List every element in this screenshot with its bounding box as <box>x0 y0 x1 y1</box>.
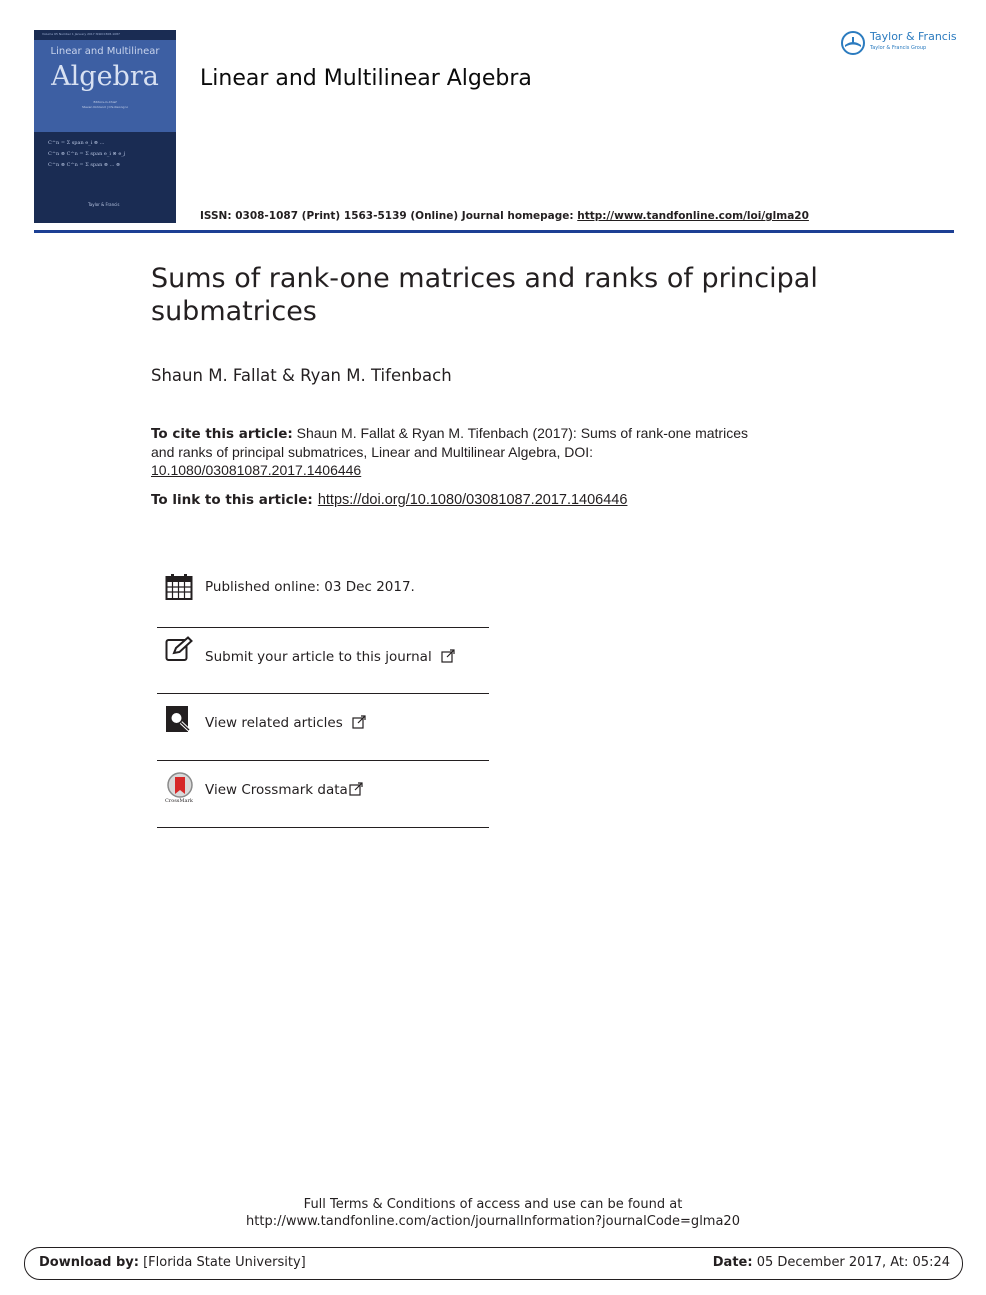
date-label: Date: <box>712 1255 753 1270</box>
download-info <box>39 1255 306 1270</box>
cover-title-line2: Algebra <box>51 61 159 92</box>
article-title: Sums of rank-one matrices and ranks of principal submatrices <box>151 263 818 327</box>
external-link-icon <box>352 715 366 729</box>
info-divider <box>157 627 489 628</box>
edit-icon <box>165 636 193 668</box>
info-divider <box>157 827 489 828</box>
info-divider <box>157 693 489 694</box>
related-articles-text: View related articles <box>205 715 343 731</box>
crossmark-text: View Crossmark data <box>205 782 348 798</box>
download-date <box>713 1255 950 1270</box>
article-authors: Shaun M. Fallat & Ryan M. Tifenbach <box>151 366 452 385</box>
cover-top-line: Volume 65 Number 1 January 2017 ISSN 0308-1087 <box>42 32 120 36</box>
cover-editors-label: Editors-in-Chief <box>93 100 117 104</box>
info-divider <box>157 760 489 761</box>
citation-text: Shaun M. Fallat & Ryan M. Tifenbach (2017): Sums of rank-one matrices and ranks of principal submatrices, Linear and Multilinear Algebra, DOI: <box>151 425 748 460</box>
taylor-francis-logo-icon <box>840 30 866 56</box>
article-link-line <box>151 492 627 508</box>
issn-text: ISSN: 0308-1087 (Print) 1563-5139 (Online) Journal homepage: <box>200 210 578 222</box>
related-articles-link[interactable] <box>205 715 366 731</box>
publisher-name: Taylor & Francis <box>870 30 957 43</box>
journal-cover-image <box>34 30 176 223</box>
terms-and-conditions <box>0 1196 986 1230</box>
submit-article-link[interactable] <box>205 649 455 665</box>
download-footer <box>24 1247 963 1280</box>
cover-equation: C^n = Σ span e_i ⊗ ... <box>48 140 105 146</box>
submit-article-row[interactable] <box>157 636 489 684</box>
related-articles-row[interactable] <box>157 702 489 750</box>
cover-equation: C^n ⊗ C^n = Σ span ⊗ ... ⊗ <box>48 162 121 168</box>
search-document-icon <box>165 705 193 737</box>
citation-block <box>151 424 751 479</box>
cover-publisher: Taylor & Francis <box>88 202 120 207</box>
cover-title-line1: Linear and Multilinear <box>50 46 160 57</box>
external-link-icon <box>441 649 455 663</box>
cover-editors <box>34 100 176 110</box>
publisher-logo <box>840 28 960 56</box>
cover-equation: C^n ⊗ C^n = Σ span e_i ⊗ e_j <box>48 151 126 157</box>
download-label: Download by: <box>39 1255 139 1270</box>
header-divider <box>34 230 954 233</box>
cover-editors-names: Steven Kirkland | Chi-Kwong Li <box>81 105 128 109</box>
published-online-row <box>157 571 489 611</box>
cover-equations <box>48 138 125 171</box>
crossmark-link[interactable] <box>205 782 363 798</box>
article-link-label: To link to this article: <box>151 492 313 508</box>
terms-line: Full Terms & Conditions of access and use can be found at <box>303 1197 683 1212</box>
published-online-text: Published online: 03 Dec 2017. <box>205 579 415 595</box>
citation-label: To cite this article: <box>151 426 293 442</box>
crossmark-row[interactable] <box>157 770 489 818</box>
submit-article-text: Submit your article to this journal <box>205 649 432 665</box>
date-value: 05 December 2017, At: 05:24 <box>752 1255 950 1270</box>
external-link-icon <box>349 782 363 796</box>
crossmark-icon <box>165 772 195 812</box>
download-value: [Florida State University] <box>138 1255 306 1270</box>
crossmark-icon-label: CrossMark <box>165 798 193 804</box>
publisher-group: Taylor & Francis Group <box>870 45 927 51</box>
article-doi-link[interactable]: https://doi.org/10.1080/03081087.2017.1406446 <box>317 492 628 508</box>
citation-doi-link[interactable]: 10.1080/03081087.2017.1406446 <box>151 462 362 478</box>
calendar-icon <box>165 573 193 605</box>
terms-url[interactable]: http://www.tandfonline.com/action/journalInformation?journalCode=glma20 <box>246 1214 740 1229</box>
journal-homepage-link[interactable]: http://www.tandfonline.com/loi/glma20 <box>577 210 809 222</box>
journal-title: Linear and Multilinear Algebra <box>200 66 532 91</box>
issn-line <box>200 210 809 222</box>
